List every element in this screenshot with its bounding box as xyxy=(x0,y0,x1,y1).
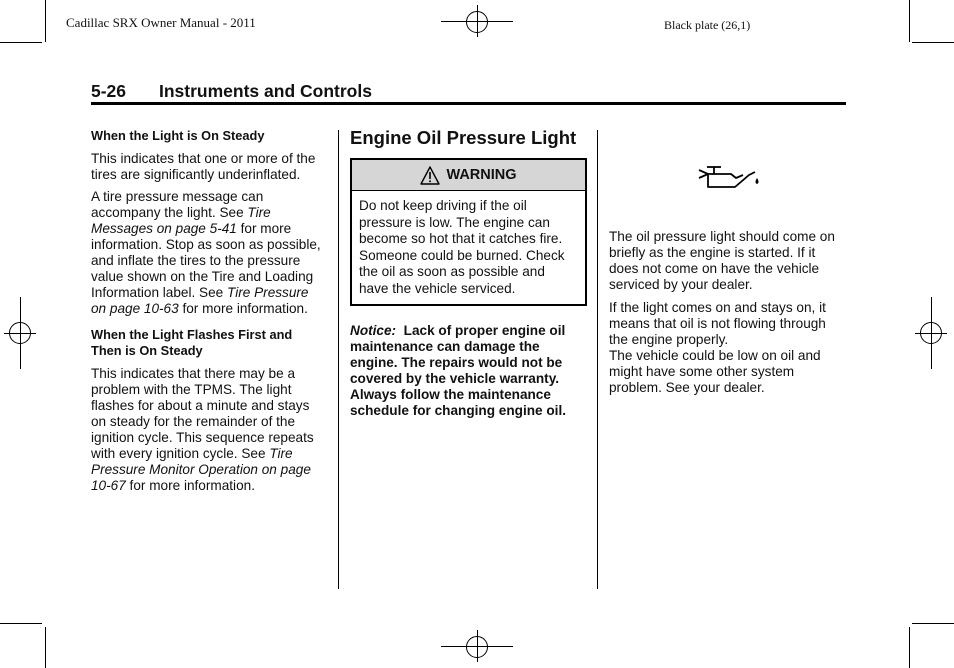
column-oil-light-info xyxy=(609,229,845,402)
link-tire-pressure[interactable]: Tire Pressure on page 10-63 xyxy=(91,285,309,316)
manual-title: Cadillac SRX Owner Manual - 2011 xyxy=(66,15,256,30)
paragraph-oil-light-startup: The oil pressure light should come on briefly as the engine is started. If it does not come on have the vehicle serviced by your dealer. xyxy=(609,229,835,292)
section-header xyxy=(91,81,372,102)
warning-label: WARNING xyxy=(446,167,517,183)
paragraph-tire-message: A tire pressure message can accompany the light. See Tire Messages on page 5-41 for more information. Stop as soon as possible, and inflate the tires to the pressure value shown on the Tire and Loading Information label. See Tire Pressure on page 10-63 for more information. xyxy=(91,189,321,316)
page-number: 5-26 xyxy=(91,81,127,101)
paragraph-underinflated: This indicates that one or more of the tires are significantly underinflated. xyxy=(91,151,316,182)
notice-text: Lack of proper engine oil maintenance can damage the engine. The repairs would not be covered by the vehicle warranty. Always follow the maintenance schedule for changing engine oil. xyxy=(350,322,567,418)
link-tire-messages[interactable]: Tire Messages on page 5-41 xyxy=(91,205,271,236)
paragraph-tpms-problem: This indicates that there may be a problem with the TPMS. The light flashes for about a minute and stays on steady for the remainder of the ignition cycle. This sequence repeats with every ignition cycle. See Tire Pressure Monitor Operation on page 10-67 for more information. xyxy=(91,366,314,493)
warning-header xyxy=(352,160,585,191)
section-heading-oil-pressure: Engine Oil Pressure Light xyxy=(350,127,577,148)
subheading-on-steady: When the Light is On Steady xyxy=(91,128,265,143)
notice-paragraph xyxy=(350,323,588,419)
column-divider-1 xyxy=(338,130,339,589)
column-tire-pressure xyxy=(91,128,323,500)
plate-label: Black plate (26,1) xyxy=(664,18,751,32)
notice-label: Notice: xyxy=(350,322,397,338)
column-divider-2 xyxy=(597,130,598,589)
section-title: Instruments and Controls xyxy=(159,81,372,101)
link-tpms-operation[interactable]: Tire Pressure Monitor Operation on page 10-67 xyxy=(91,446,311,493)
oil-can-icon xyxy=(697,158,763,190)
paragraph-low-on-oil: The vehicle could be low on oil and might have some other system problem. See your dealer. xyxy=(609,348,821,395)
header-rule xyxy=(91,102,846,105)
paragraph-oil-not-flowing: If the light comes on and stays on, it means that oil is not flowing through the engine properly. xyxy=(609,300,826,347)
warning-text: Do not keep driving if the oil pressure is low. The engine can become so hot that it catches fire. Someone could be burned. Check the oil as soon as possible and have the vehicle serviced. xyxy=(359,198,565,296)
subheading-flashes: When the Light Flashes First and Then is On Steady xyxy=(91,327,293,358)
warning-box xyxy=(350,158,587,306)
column-oil-pressure xyxy=(350,127,588,419)
warning-icon xyxy=(420,166,440,185)
